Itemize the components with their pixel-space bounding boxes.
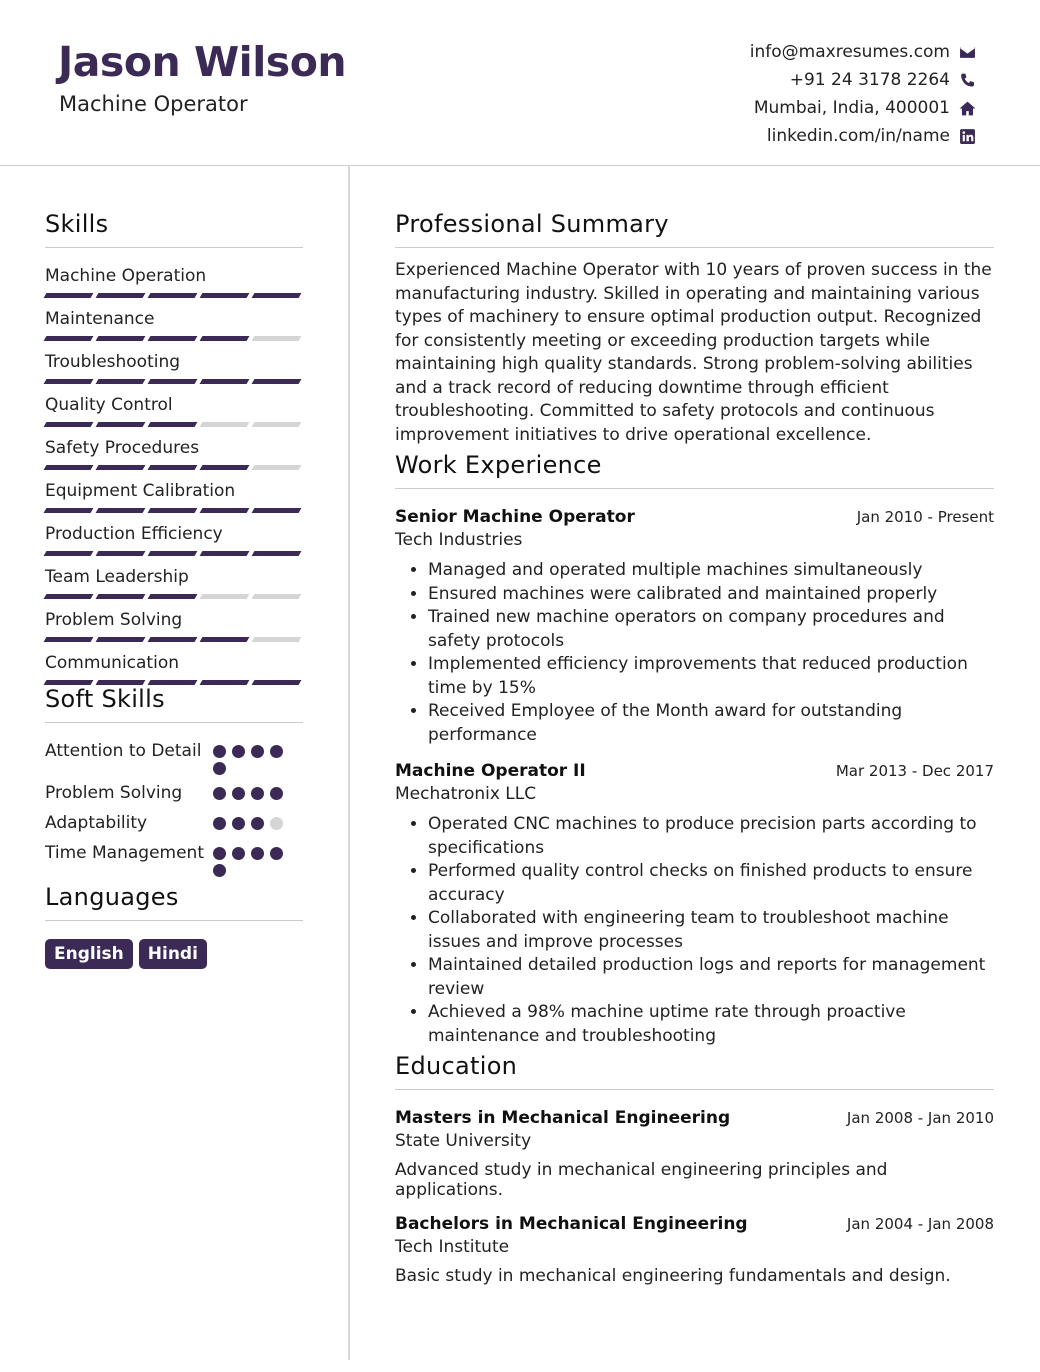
summary-text: Experienced Machine Operator with 10 years of proven success in the manufacturing industry. Skilled in operating and maintaining various types of machinery to ensure optimal production output. Recognized for consistently meeting or exceeding production targets while maintaining high quality standards. Strong problem-solving abilities and a track record of reducing downtime through efficient troubleshooting. Committed to safety protocols and continuous improvement initiatives to drive operational excellence. <box>395 260 992 445</box>
job-entry <box>395 761 994 1048</box>
soft-skill-level-dots <box>213 781 293 800</box>
skill-level-segment <box>200 465 250 470</box>
skill-level-bar <box>45 379 303 384</box>
skill-item <box>45 524 303 567</box>
skill-level-bar <box>45 465 303 470</box>
skill-item <box>45 438 303 481</box>
skill-level-segment <box>252 551 302 556</box>
job-bullet: • Achieved a 98% machine uptime rate through proactive maintenance and troubleshooting <box>428 1001 994 1048</box>
soft-skill-name: Attention to Detail <box>45 741 202 761</box>
skill-name: Safety Procedures <box>45 438 200 458</box>
right-column <box>395 210 994 1300</box>
contact-phone[interactable] <box>750 66 976 94</box>
education-entry <box>395 1108 994 1200</box>
skill-level-segment <box>252 637 302 642</box>
skill-level-segment <box>44 594 94 599</box>
skill-name: Equipment Calibration <box>45 481 236 501</box>
skill-item <box>45 610 303 653</box>
skill-level-segment <box>44 465 94 470</box>
job-bullets <box>395 559 994 747</box>
skill-name: Maintenance <box>45 309 155 329</box>
contact-email[interactable] <box>750 38 976 66</box>
skill-item <box>45 567 303 610</box>
skill-level-segment <box>148 293 198 298</box>
skills-list <box>45 266 303 696</box>
soft-skills-heading: Soft Skills <box>45 685 303 723</box>
skill-name: Production Efficiency <box>45 524 223 544</box>
skill-name: Machine Operation <box>45 266 207 286</box>
skill-level-segment <box>148 422 198 427</box>
soft-skill-level-dot <box>213 762 226 775</box>
soft-skill-level-dot <box>270 745 283 758</box>
soft-skill-level-dot <box>251 847 264 860</box>
job-title: Senior Machine Operator <box>395 507 635 527</box>
experience-heading: Work Experience <box>395 451 994 489</box>
summary-heading: Professional Summary <box>395 210 994 248</box>
skill-level-segment <box>44 379 94 384</box>
languages-list <box>45 939 303 969</box>
job-header <box>395 761 994 781</box>
soft-skill-item <box>45 811 303 835</box>
skill-level-segment <box>148 379 198 384</box>
skill-level-segment <box>148 637 198 642</box>
soft-skill-level-dot <box>213 847 226 860</box>
skill-level-segment <box>200 680 250 685</box>
soft-skill-level-dot <box>213 864 226 877</box>
soft-skill-name: Time Management <box>45 843 204 863</box>
skill-level-segment <box>44 551 94 556</box>
skill-level-segment <box>96 551 146 556</box>
skill-item <box>45 266 303 309</box>
soft-skill-item <box>45 781 303 805</box>
language-badge: English <box>45 939 133 969</box>
skill-level-segment <box>44 422 94 427</box>
education-degree: Bachelors in Mechanical Engineering <box>395 1214 748 1234</box>
skill-level-segment <box>44 336 94 341</box>
skill-level-bar <box>45 637 303 642</box>
skill-level-bar <box>45 680 303 685</box>
skill-level-segment <box>252 594 302 599</box>
languages-heading: Languages <box>45 883 303 921</box>
skill-level-segment <box>96 508 146 513</box>
soft-skill-level-dot <box>232 787 245 800</box>
skill-level-segment <box>252 293 302 298</box>
education-degree: Masters in Mechanical Engineering <box>395 1108 731 1128</box>
skill-level-segment <box>148 680 198 685</box>
skill-level-segment <box>96 637 146 642</box>
soft-skill-level-dot <box>251 817 264 830</box>
resume-header <box>0 0 1040 166</box>
job-dates: Mar 2013 - Dec 2017 <box>835 762 994 780</box>
phone-icon <box>958 71 976 89</box>
job-company: Mechatronix LLC <box>395 784 537 804</box>
job-bullet: • Implemented efficiency improvements that reduced production time by 15% <box>428 653 994 700</box>
soft-skill-name: Adaptability <box>45 813 148 833</box>
skill-level-segment <box>200 293 250 298</box>
education-header <box>395 1108 994 1128</box>
job-bullet: • Operated CNC machines to produce precision parts according to specifications <box>428 813 994 860</box>
soft-skill-item <box>45 739 303 775</box>
envelope-icon <box>958 43 976 61</box>
job-bullet: • Managed and operated multiple machines simultaneously <box>428 559 994 583</box>
education-dates: Jan 2008 - Jan 2010 <box>846 1109 994 1127</box>
skill-item <box>45 352 303 395</box>
skill-item <box>45 309 303 352</box>
soft-skill-level-dot <box>213 787 226 800</box>
soft-skill-level-dots <box>213 811 293 830</box>
skill-level-segment <box>96 422 146 427</box>
job-bullet: • Maintained detailed production logs and reports for management review <box>428 954 994 1001</box>
skill-level-segment <box>96 336 146 341</box>
education-list <box>395 1108 994 1286</box>
skill-name: Team Leadership <box>45 567 189 587</box>
contact-linkedin[interactable] <box>750 122 976 150</box>
skill-level-segment <box>148 465 198 470</box>
skill-level-segment <box>252 680 302 685</box>
education-description: Advanced study in mechanical engineering principles and applications. <box>395 1160 888 1200</box>
skill-item <box>45 395 303 438</box>
skill-level-segment <box>200 336 250 341</box>
skill-level-segment <box>148 336 198 341</box>
skill-level-segment <box>96 293 146 298</box>
skill-level-segment <box>44 680 94 685</box>
contact-address <box>750 94 976 122</box>
job-company: Tech Industries <box>395 530 523 550</box>
skill-level-segment <box>148 594 198 599</box>
education-heading: Education <box>395 1052 994 1090</box>
job-header <box>395 507 994 527</box>
left-column <box>45 210 303 969</box>
experience-list <box>395 507 994 1048</box>
job-bullets <box>395 813 994 1048</box>
job-bullet: • Performed quality control checks on finished products to ensure accuracy <box>428 860 994 907</box>
job-title: Machine Operator II <box>395 761 586 781</box>
contact-linkedin-text[interactable]: linkedin.com/in/name <box>766 126 950 146</box>
education-dates: Jan 2004 - Jan 2008 <box>846 1215 994 1233</box>
contact-email-text[interactable]: info@maxresumes.com <box>749 42 950 62</box>
skill-level-segment <box>200 422 250 427</box>
education-header <box>395 1214 994 1234</box>
skill-level-segment <box>44 293 94 298</box>
soft-skill-name: Problem Solving <box>45 783 183 803</box>
education-school: State University <box>395 1131 532 1151</box>
skill-level-segment <box>252 508 302 513</box>
contact-phone-text[interactable]: +91 24 3178 2264 <box>789 70 950 90</box>
job-bullet: • Received Employee of the Month award for outstanding performance <box>428 700 994 747</box>
soft-skill-level-dot <box>270 847 283 860</box>
skill-name: Troubleshooting <box>45 352 181 372</box>
skill-level-segment <box>200 637 250 642</box>
skill-level-bar <box>45 508 303 513</box>
linkedin-icon <box>958 127 976 145</box>
skill-name: Communication <box>45 653 179 673</box>
soft-skills-list <box>45 739 303 877</box>
skill-level-bar <box>45 336 303 341</box>
contact-list <box>750 38 976 150</box>
soft-skill-level-dot <box>213 745 226 758</box>
soft-skill-level-dot <box>270 817 283 830</box>
skill-level-segment <box>96 594 146 599</box>
skill-name: Problem Solving <box>45 610 183 630</box>
skill-level-bar <box>45 422 303 427</box>
soft-skill-level-dot <box>232 847 245 860</box>
skill-level-bar <box>45 594 303 599</box>
skill-level-segment <box>200 594 250 599</box>
skill-level-segment <box>96 379 146 384</box>
education-entry <box>395 1214 994 1286</box>
education-description: Basic study in mechanical engineering fundamentals and design. <box>395 1266 951 1286</box>
skill-level-segment <box>200 551 250 556</box>
skill-level-bar <box>45 551 303 556</box>
skills-heading: Skills <box>45 210 303 248</box>
contact-address-text: Mumbai, India, 400001 <box>753 98 950 118</box>
soft-skill-item <box>45 841 303 877</box>
soft-skill-level-dot <box>251 745 264 758</box>
job-bullet: • Trained new machine operators on company procedures and safety protocols <box>428 606 994 653</box>
job-bullet: • Ensured machines were calibrated and maintained properly <box>428 583 994 607</box>
soft-skill-level-dots <box>213 841 293 877</box>
candidate-name: Jason Wilson <box>58 38 347 86</box>
skill-level-segment <box>252 379 302 384</box>
skill-level-segment <box>44 508 94 513</box>
skill-level-segment <box>44 637 94 642</box>
job-entry <box>395 507 994 747</box>
job-bullet: • Collaborated with engineering team to troubleshoot machine issues and improve processes <box>428 907 994 954</box>
home-icon <box>958 99 976 117</box>
skill-level-segment <box>96 680 146 685</box>
soft-skill-level-dot <box>251 787 264 800</box>
skill-level-segment <box>148 551 198 556</box>
skill-level-segment <box>200 379 250 384</box>
skill-level-segment <box>252 422 302 427</box>
skill-item <box>45 481 303 524</box>
education-school: Tech Institute <box>395 1237 510 1257</box>
soft-skill-level-dot <box>232 745 245 758</box>
skill-name: Quality Control <box>45 395 173 415</box>
skill-level-segment <box>96 465 146 470</box>
candidate-title: Machine Operator <box>59 92 248 116</box>
skill-level-segment <box>200 508 250 513</box>
language-badge: Hindi <box>139 939 207 969</box>
skill-level-segment <box>252 336 302 341</box>
soft-skill-level-dot <box>213 817 226 830</box>
skill-level-segment <box>148 508 198 513</box>
skill-level-bar <box>45 293 303 298</box>
soft-skill-level-dot <box>270 787 283 800</box>
soft-skill-level-dots <box>213 739 293 775</box>
column-divider <box>348 166 350 1360</box>
skill-level-segment <box>252 465 302 470</box>
job-dates: Jan 2010 - Present <box>856 508 994 526</box>
soft-skill-level-dot <box>232 817 245 830</box>
